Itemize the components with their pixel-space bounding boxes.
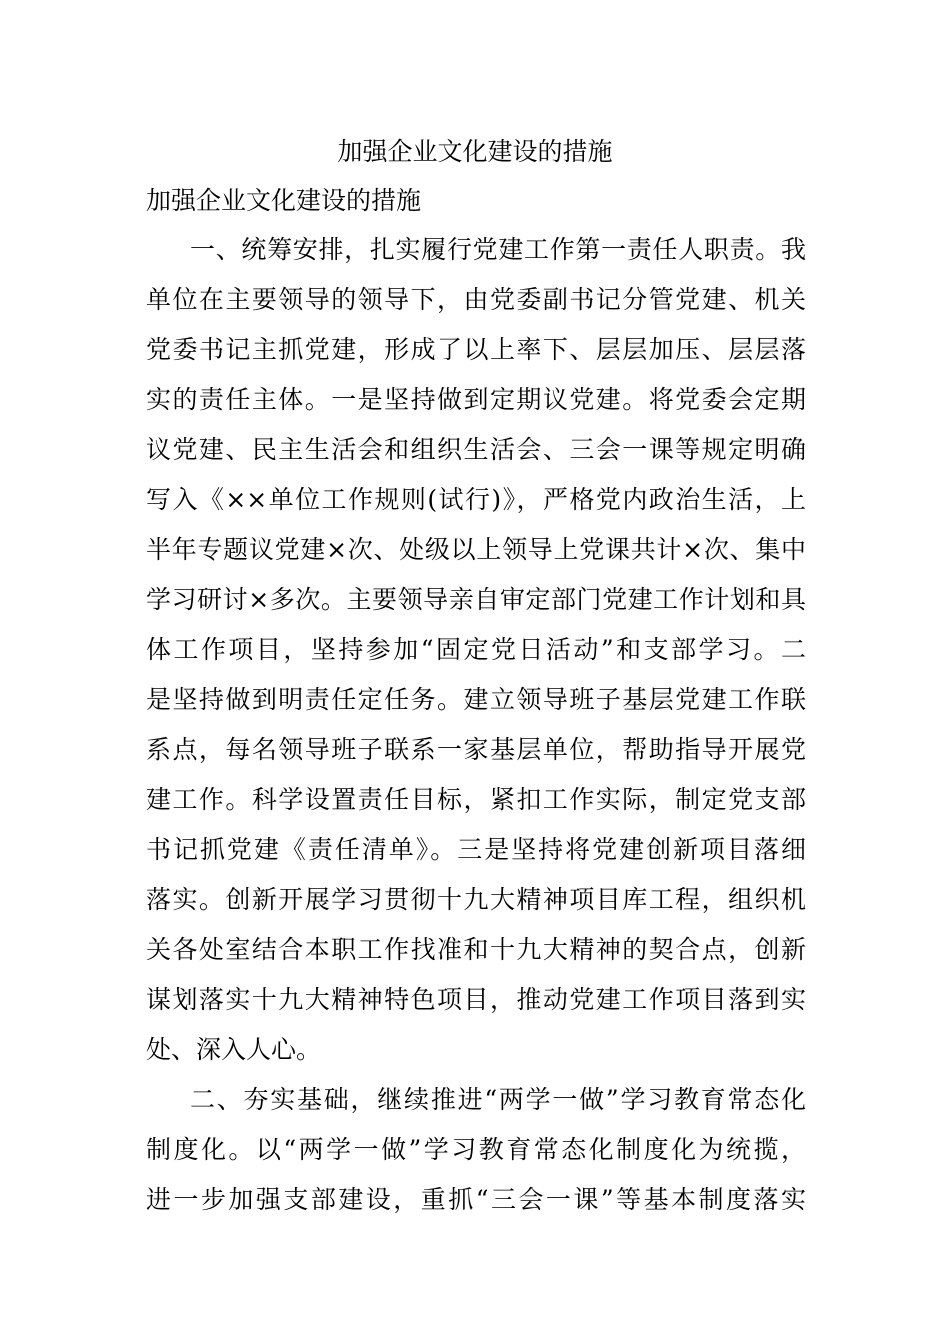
- paragraph-line: 系点，每名领导班子联系一家基层单位，帮助指导开展党: [146, 735, 806, 764]
- paragraph-line: 党委书记主抓党建，形成了以上率下、层层加压、层层落: [146, 335, 806, 364]
- paragraph-line: 落实。创新开展学习贯彻十九大精神项目库工程，组织机: [146, 885, 806, 914]
- paragraph-line: 处、深入人心。: [146, 1035, 322, 1064]
- paragraph-line: 进一步加强支部建设，重抓“三会一课”等基本制度落实: [146, 1185, 806, 1214]
- paragraph-line: 一、统筹安排，扎实履行党建工作第一责任人职责。我: [190, 235, 806, 264]
- paragraph-line: 关各处室结合本职工作找准和十九大精神的契合点，创新: [146, 935, 806, 964]
- paragraph-line: 实的责任主体。一是坚持做到定期议党建。将党委会定期: [146, 385, 806, 414]
- document-title: 加强企业文化建设的措施: [337, 137, 613, 166]
- paragraph-line: 写入《××单位工作规则(试行)》，严格党内政治生活，上: [146, 485, 806, 514]
- paragraph-line: 书记抓党建《责任清单》。三是坚持将党建创新项目落细: [146, 835, 806, 864]
- paragraph-line: 议党建、民主生活会和组织生活会、三会一课等规定明确: [146, 435, 806, 464]
- paragraph-line: 二、夯实基础，继续推进“两学一做”学习教育常态化: [190, 1085, 806, 1114]
- paragraph-line: 体工作项目，坚持参加“固定党日活动”和支部学习。二: [146, 635, 806, 664]
- paragraph-line: 是坚持做到明责任定任务。建立领导班子基层党建工作联: [146, 685, 806, 714]
- paragraph-line: 制度化。以“两学一做”学习教育常态化制度化为统揽，: [146, 1135, 806, 1164]
- document-subtitle: 加强企业文化建设的措施: [146, 186, 422, 215]
- paragraph-line: 谋划落实十九大精神特色项目，推动党建工作项目落到实: [146, 985, 806, 1014]
- paragraph-line: 单位在主要领导的领导下，由党委副书记分管党建、机关: [146, 285, 806, 314]
- paragraph-line: 学习研讨×多次。主要领导亲自审定部门党建工作计划和具: [146, 585, 806, 614]
- paragraph-line: 建工作。科学设置责任目标，紧扣工作实际，制定党支部: [146, 785, 806, 814]
- paragraph-line: 半年专题议党建×次、处级以上领导上党课共计×次、集中: [146, 535, 806, 564]
